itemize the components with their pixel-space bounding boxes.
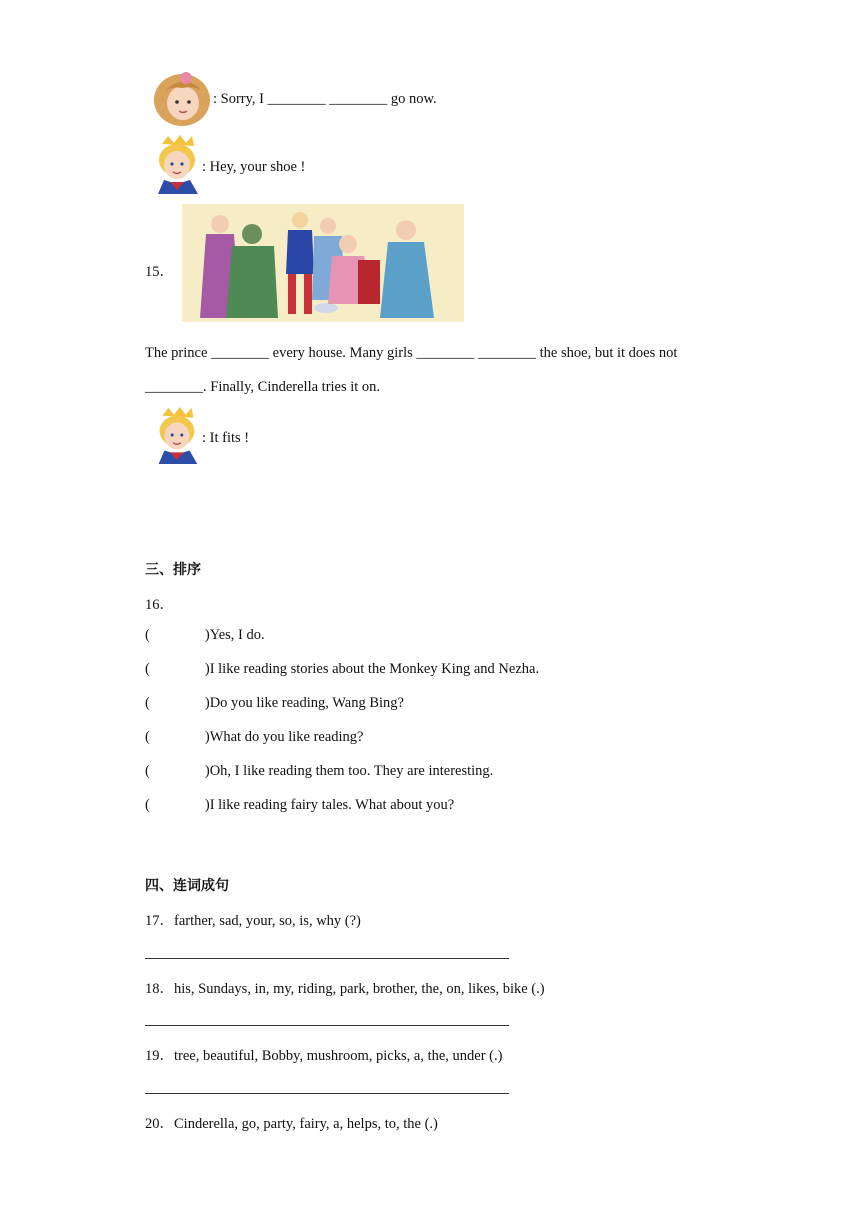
question-17: [145, 909, 361, 930]
open-paren: (: [145, 661, 150, 677]
prince-avatar-icon: [148, 406, 204, 464]
answer-line-17[interactable]: [145, 958, 509, 959]
order-item-text: Do you like reading, Wang Bing?: [209, 695, 404, 711]
cinderella-avatar-icon: [150, 70, 214, 128]
question-number: 20．: [145, 1116, 174, 1132]
question-number-16: 16．: [145, 597, 174, 613]
question-prompt: Cinderella, go, party, fairy, a, helps, to, the (.): [174, 1116, 438, 1132]
question-prompt: tree, beautiful, Bobby, mushroom, picks, a, the, under (.): [174, 1048, 503, 1064]
section-4-heading: 四、连词成句: [145, 878, 229, 894]
section-3-heading: 三、排序: [145, 562, 201, 578]
order-item-text: Yes, I do.: [209, 627, 265, 643]
question-20: [145, 1112, 438, 1133]
close-paren: ): [204, 763, 210, 779]
question-prompt: farther, sad, your, so, is, why (?): [174, 913, 361, 929]
open-paren: (: [145, 763, 150, 779]
open-paren: (: [145, 729, 150, 745]
order-item: [145, 627, 265, 644]
answer-line-18[interactable]: [145, 1025, 509, 1026]
question-number: 18．: [145, 981, 174, 997]
prince-avatar-icon: [148, 134, 204, 194]
prince-line-it-fits: : It fits !: [202, 430, 250, 446]
close-paren: ): [204, 661, 210, 677]
order-item-text: I like reading fairy tales. What about you?: [209, 797, 455, 813]
close-paren: ): [204, 797, 210, 813]
question-15-line-1: The prince ________ every house. Many girls ________ ________ the shoe, but it does not: [145, 345, 678, 361]
close-paren: ): [204, 729, 210, 745]
order-item-text: What do you like reading?: [209, 729, 364, 745]
order-item-text: I like reading stories about the Monkey King and Nezha.: [209, 661, 540, 677]
question-prompt: his, Sundays, in, my, riding, park, brother, the, on, likes, bike (.): [174, 981, 545, 997]
close-paren: ): [204, 627, 210, 643]
question-19: [145, 1044, 502, 1065]
order-item: [145, 763, 493, 780]
prince-tries-shoe-scene-illustration: [182, 204, 464, 322]
question-18: [145, 977, 545, 998]
order-item: [145, 729, 364, 746]
order-item: [145, 695, 404, 712]
dialogue-line-prince: : Hey, your shoe !: [202, 159, 306, 175]
order-item: [145, 797, 454, 814]
question-number: 17．: [145, 913, 174, 929]
close-paren: ): [204, 695, 210, 711]
open-paren: (: [145, 695, 150, 711]
order-item-text: Oh, I like reading them too. They are interesting.: [209, 763, 494, 779]
order-item: [145, 661, 539, 678]
question-number-15: 15．: [145, 264, 174, 280]
answer-line-19[interactable]: [145, 1093, 509, 1094]
open-paren: (: [145, 627, 150, 643]
question-15-line-2: ________. Finally, Cinderella tries it on.: [145, 379, 381, 395]
dialogue-line-cinderella: : Sorry, I ________ ________ go now.: [213, 91, 437, 107]
question-number: 19．: [145, 1048, 174, 1064]
open-paren: (: [145, 797, 150, 813]
